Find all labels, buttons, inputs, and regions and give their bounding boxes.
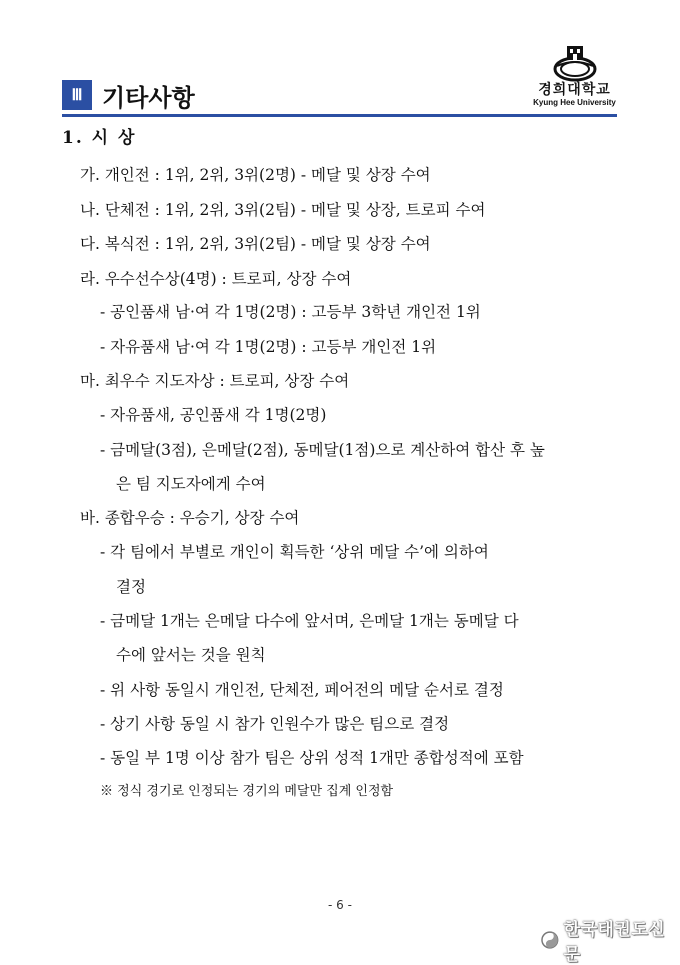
list-item: 은 팀 지도자에게 수여 <box>116 475 266 493</box>
watermark-text: 한국태권도신문 <box>563 920 666 965</box>
watermark <box>540 920 680 965</box>
list-item: 가. 개인전 : 1위, 2위, 3위(2명) - 메달 및 상장 수여 <box>80 166 431 184</box>
list-item: - 자유품새 남·여 각 1명(2명) : 고등부 개인전 1위 <box>100 338 437 356</box>
list-item: - 위 사항 동일시 개인전, 단체전, 페어전의 메달 순서로 결정 <box>100 681 504 699</box>
footnote: ※ 정식 경기로 인정되는 경기의 메달만 집계 인정함 <box>100 784 394 799</box>
university-emblem-icon <box>553 44 597 82</box>
list-item: 라. 우수선수상(4명) : 트로피, 상장 수여 <box>80 270 352 288</box>
page-number: - 6 - <box>328 898 352 912</box>
list-item: - 금메달 1개는 은메달 다수에 앞서며, 은메달 1개는 동메달 다 <box>100 612 519 630</box>
list-item: - 공인품새 남·여 각 1명(2명) : 고등부 3학년 개인전 1위 <box>100 303 481 321</box>
list-item: - 각 팀에서 부별로 개인이 획득한 ‘상위 메달 수’에 의하여 <box>100 543 489 561</box>
list-item: 마. 최우수 지도자상 : 트로피, 상장 수여 <box>80 372 350 390</box>
list-item: - 동일 부 1명 이상 참가 팀은 상위 성적 1개만 종합성적에 포함 <box>100 749 524 767</box>
list-item: - 상기 사항 동일 시 참가 인원수가 많은 팀으로 결정 <box>100 715 450 733</box>
section-number-badge: Ⅲ <box>62 80 92 110</box>
list-item: 다. 복식전 : 1위, 2위, 3위(2팀) - 메달 및 상장 수여 <box>80 235 431 253</box>
logo-korean-text: 경희대학교 <box>538 82 611 98</box>
list-item: - 자유품새, 공인품새 각 1명(2명) <box>100 406 327 424</box>
watermark-logo-icon <box>540 930 560 950</box>
list-item: 바. 종합우승 : 우승기, 상장 수여 <box>80 509 300 527</box>
awards-heading: 1. 시 상 <box>62 128 137 148</box>
section-title: 기타사항 <box>102 84 195 112</box>
list-item: - 금메달(3점), 은메달(2점), 동메달(1점)으로 계산하여 합산 후 높 <box>100 441 545 459</box>
header-rule <box>62 114 617 117</box>
university-logo <box>527 44 622 110</box>
list-item: 수에 앞서는 것을 원칙 <box>116 646 266 664</box>
list-item: 결정 <box>116 578 146 596</box>
list-item: 나. 단체전 : 1위, 2위, 3위(2팀) - 메달 및 상장, 트로피 수여 <box>80 201 486 219</box>
logo-english-text: Kyung Hee University <box>533 98 616 107</box>
